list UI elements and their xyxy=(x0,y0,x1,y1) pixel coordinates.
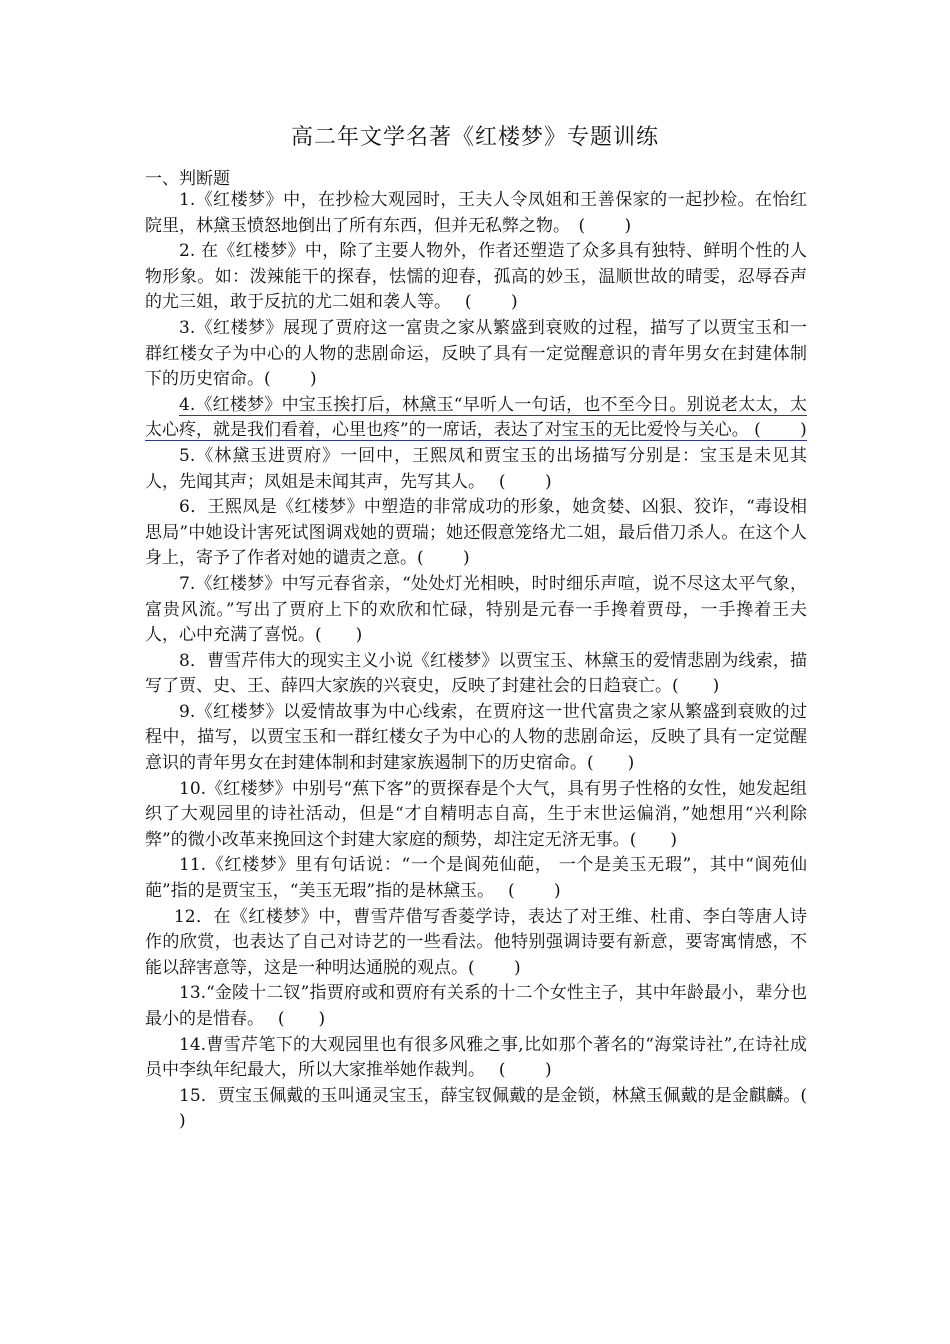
question-item: 7.《红楼梦》中写元春省亲，“处处灯光相映，时时细乐声喧，说不尽这太平气象，富贵风流。”写出了贾府上下的欢欣和忙碌，特别是元春一手搀着贾母，一手搀着王夫人，心中充满了喜悦。( ) xyxy=(145,573,807,646)
question-item: 3.《红楼梦》展现了贾府这一富贵之家从繁盛到衰败的过程，描写了以贾宝玉和一群红楼女子为中心的人物的悲剧命运，反映了具有一定觉醒意识的青年男女在封建体制下的历史宿命。( ) xyxy=(145,317,807,390)
question-item: 2. 在《红楼梦》中，除了主要人物外，作者还塑造了众多具有独特、鲜明个性的人物形象。如：泼辣能干的探春，怯懦的迎春，孤高的妙玉，温顺世故的晴雯，忍辱吞声的尤三姐，敢于反抗的尤二姐和袭人等。 ( ) xyxy=(145,241,807,313)
question-item: 1.《红楼梦》中，在抄检大观园时，王夫人令凤姐和王善保家的一起抄检。在怡红院里，林黛玉愤怒地倒出了所有东西，但并无私弊之物。 ( ) xyxy=(145,190,807,236)
question-item: 12．在《红楼梦》中，曹雪芹借写香菱学诗，表达了对王维、杜甫、李白等唐人诗作的欣赏，也表达了自己对诗艺的一些看法。他特别强调诗要有新意，要寄寓情感，不能以辞害意等，这是一种明达通脱的观点。( ) xyxy=(145,906,807,978)
underline-mark: 4.《红楼梦》中宝玉挨打后，林黛玉“早听人一句话，也不至今日。别说老太太，太太心疼，就是我们看着，心里也疼”的一席话，表达了对宝玉的无比爱怜与关心。 ( ) xyxy=(145,394,807,441)
question-item: 5.《林黛玉进贾府》一回中，王熙凤和贾宝玉的出场描写分别是：宝玉是未见其人，先闻其声；凤姐是未闻其声，先写其人。 ( ) xyxy=(145,445,807,492)
question-item: 8．曹雪芹伟大的现实主义小说《红楼梦》以贾宝玉、林黛玉的爱情悲剧为线索，描写了贾、史、王、薛四大家族的兴衰史，反映了封建社会的日趋衰亡。( ) xyxy=(145,650,807,697)
question-item: 13.“金陵十二钗”指贾府或和贾府有关系的十二个女性主子，其中年龄最小，辈分也最小的是惜春。 ( ) xyxy=(145,983,807,1029)
document-title: 高二年文学名著《红楼梦》专题训练 xyxy=(290,125,659,150)
question-item: 14.曹雪芹笔下的大观园里也有很多风雅之事,比如那个著名的“海棠诗社”,在诗社成员中李纨年纪最大，所以大家推举她作裁判。 ( ) xyxy=(145,1034,807,1081)
question-item: 10.《红楼梦》中别号“蕉下客”的贾探春是个大气，具有男子性格的女性，她发起组织了大观园里的诗社活动，但是“才自精明志自高，生于末世运偏消，”她想用“兴利除弊”的微小改革来挽回这个封建大家庭的颓势，却注定无济无事。( ) xyxy=(145,778,807,850)
question-item: 15．贾宝玉佩戴的玉叫通灵宝玉，薛宝钗佩戴的是金锁，林黛玉佩戴的是金麒麟。( ) xyxy=(145,1085,807,1132)
section-heading: 一、判断题 xyxy=(145,169,230,189)
question-item-underlined xyxy=(145,393,807,444)
question-item: 9.《红楼梦》以爱情故事为中心线索，在贾府这一世代富贵之家从繁盛到衰败的过程中，描写，以贾宝玉和一群红楼女子为中心的人物的悲剧命运，反映了具有一定觉醒意识的青年男女在封建体制和封建家族遏制下的历史宿命。( ) xyxy=(145,701,807,774)
question-list xyxy=(145,188,807,1135)
question-item: 11.《红楼梦》里有句话说：“一个是阆苑仙葩， 一个是美玉无瑕”，其中“阆苑仙葩”指的是贾宝玉，“美玉无瑕”指的是林黛玉。 ( ) xyxy=(145,855,807,902)
question-item: 6．王熙凤是《红楼梦》中塑造的非常成功的形象，她贪婪、凶狠、狡诈，“毒设相思局”中她设计害死试图调戏她的贾瑞；她还假意笼络尤二姐，最后借刀杀人。在这个人身上，寄予了作者对她的谴责之意。( ) xyxy=(145,497,807,569)
